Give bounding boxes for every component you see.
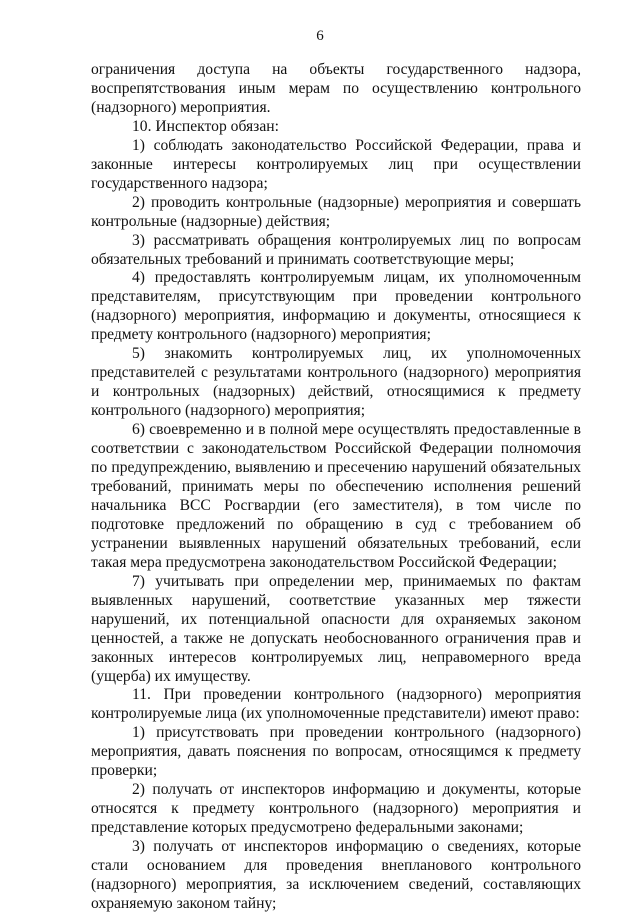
paragraph: 6) своевременно и в полной мере осуществлять предоставленные в соответствии с законодательством Российской Федерации полномочия по предупреждению, выявлению и пресечению нарушений обязательных требований, принимать меры по обеспечению исполнения решений начальника ВСС Росгвардии (его заместителя), в том числе по подготовке предложений по обращению в суд с требованием об устранении выявленных нарушений обязательных требований, если такая мера предусмотрена законодательством Российской Федерации;: [91, 421, 581, 571]
paragraph: 11. При проведении контрольного (надзорного) мероприятия контролируемые лица (их уполномоченные представители) имеют право:: [91, 686, 581, 723]
paragraph: 1) соблюдать законодательство Российской Федерации, права и законные интересы контролируемых лиц при осуществлении государственного надзора;: [91, 136, 581, 192]
paragraph: 4) предоставлять контролируемым лицам, их уполномоченным представителям, присутствующим при проведении контрольного (надзорного) мероприятия, информацию и документы, относящиеся к предмету контрольного (надзорного) мероприятия;: [91, 269, 581, 344]
paragraph: 5) знакомить контролируемых лиц, их уполномоченных представителей с результатами контрольного (надзорного) мероприятия и контрольных (надзорных) действий, относящимися к предмету контрольного (надзорного) мероприятия;: [91, 345, 581, 420]
paragraph: 3) получать от инспекторов информацию о сведениях, которые стали основанием для проведения внепланового контрольного (надзорного) мероприятия, за исключением сведений, составляющих охраняемую законом тайну;: [91, 838, 581, 912]
paragraph: 1) присутствовать при проведении контрольного (надзорного) мероприятия, давать пояснения по вопросам, относящимся к предмету проверки;: [91, 724, 581, 780]
paragraph: ограничения доступа на объекты государственного надзора, воспрепятствования иным мерам по осуществлению контрольного (надзорного) мероприятия.: [91, 61, 581, 116]
paragraph: 3) рассматривать обращения контролируемых лиц по вопросам обязательных требований и принимать соответствующие меры;: [91, 231, 581, 268]
page-number: 6: [316, 28, 324, 44]
paragraph: 10. Инспектор обязан:: [132, 117, 279, 135]
paragraph: 2) проводить контрольные (надзорные) мероприятия и совершать контрольные (надзорные) действия;: [91, 193, 581, 230]
paragraph: 2) получать от инспекторов информацию и документы, которые относятся к предмету контрольного (надзорного) мероприятия и представление которых предусмотрено федеральными законами;: [91, 781, 581, 837]
paragraph: 7) учитывать при определении мер, принимаемых по фактам выявленных нарушений, соответствие указанных мер тяжести нарушений, их потенциальной опасности для охраняемых законом ценностей, а также не допускать необоснованного ограничения прав и законных интересов контролируемых лиц, неправомерного вреда (ущерба) их имуществу.: [91, 572, 581, 685]
document-body: [91, 61, 581, 914]
